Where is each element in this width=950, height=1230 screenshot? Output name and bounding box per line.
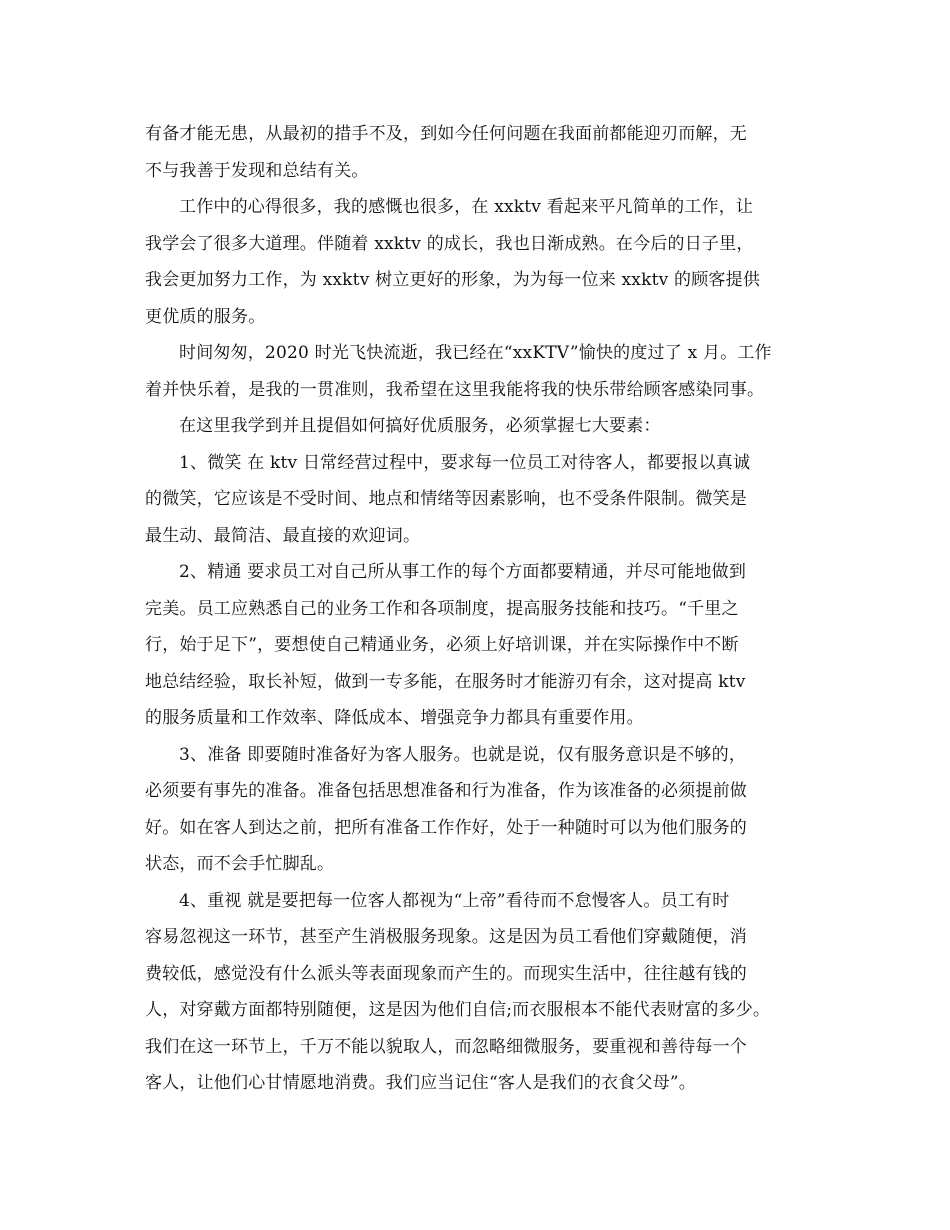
text-line: 1、微笑 在 ktv 日常经营过程中，要求每一位员工对待客人，都要报以真诚 <box>179 452 751 473</box>
text-line: 人，对穿戴方面都特别随便，这是因为他们自信;而衣服根本不能代表财富的多少。 <box>145 1000 771 1020</box>
text-line: 客人，让他们心甘情愿地消费。我们应当记住“客人是我们的衣食父母”。 <box>145 1073 696 1093</box>
text-line: 状态，而不会手忙脚乱。 <box>145 854 335 874</box>
text-line: 我们在这一环节上，千万不能以貌取人，而忽略细微服务，要重视和善待每一个 <box>145 1036 747 1057</box>
text-line: 工作中的心得很多，我的感慨也很多，在 xxktv 看起来平凡简单的工作，让 <box>179 197 754 217</box>
text-line: 在这里我学到并且提倡如何搞好优质服务，必须掌握七大要素： <box>179 416 661 436</box>
text-line: 容易忽视这一环节，甚至产生消极服务现象。这是因为员工看他们穿戴随便，消 <box>145 927 747 947</box>
text-line: 我会更加努力工作，为 xxktv 树立更好的形象，为为每一位来 xxktv 的顾客提供 <box>145 270 761 290</box>
text-line: 我学会了很多大道理。伴随着 xxktv 的成长，我也日渐成熟。在今后的日子里， <box>145 233 754 254</box>
text-line: 时间匆匆，2020 时光飞快流逝，我已经在“xxKTV”愉快的度过了 x 月。工作 <box>179 343 772 363</box>
text-line: 必须要有事先的准备。准备包括思想准备和行为准备，作为该准备的必须提前做 <box>145 781 747 801</box>
text-line: 行，始于足下”，要想使自己精通业务，必须上好培训课，并在实际操作中不断 <box>145 635 739 655</box>
text-line: 更优质的服务。 <box>145 306 266 327</box>
text-line: 不与我善于发现和总结有关。 <box>145 160 369 181</box>
text-line: 有备才能无患，从最初的措手不及，到如今任何问题在我面前都能迎刃而解，无 <box>145 124 747 144</box>
text-line: 着并快乐着，是我的一贯准则，我希望在这里我能将我的快乐带给顾客感染同事。 <box>145 379 765 400</box>
text-line: 完美。员工应熟悉自己的业务工作和各项制度，提高服务技能和技巧。“千里之 <box>145 598 739 619</box>
text-line: 的服务质量和工作效率、降低成本、增强竞争力都具有重要作用。 <box>145 708 644 728</box>
document-body <box>145 116 825 1102</box>
text-line: 2、精通 要求员工对自己所从事工作的每个方面都要精通，并尽可能地做到 <box>179 562 747 582</box>
text-line: 3、准备 即要随时准备好为客人服务。也就是说，仅有服务意识是不够的， <box>179 744 747 765</box>
text-line: 地总结经验，取长补短，做到一专多能，在服务时才能游刃有余，这对提高 ktv <box>145 671 746 692</box>
text-line: 好。如在客人到达之前，把所有准备工作作好，处于一种随时可以为他们服务的 <box>145 817 747 838</box>
text-line: 最生动、最简洁、最直接的欢迎词。 <box>145 525 421 546</box>
text-line: 的微笑，它应该是不受时间、地点和情绪等因素影响，也不受条件限制。微笑是 <box>145 489 747 509</box>
text-line: 费较低，感觉没有什么派头等表面现象而产生的。而现实生活中，往往越有钱的 <box>145 963 747 984</box>
text-line: 4、重视 就是要把每一位客人都视为“上帝”看待而不怠慢客人。员工有时 <box>179 890 730 911</box>
